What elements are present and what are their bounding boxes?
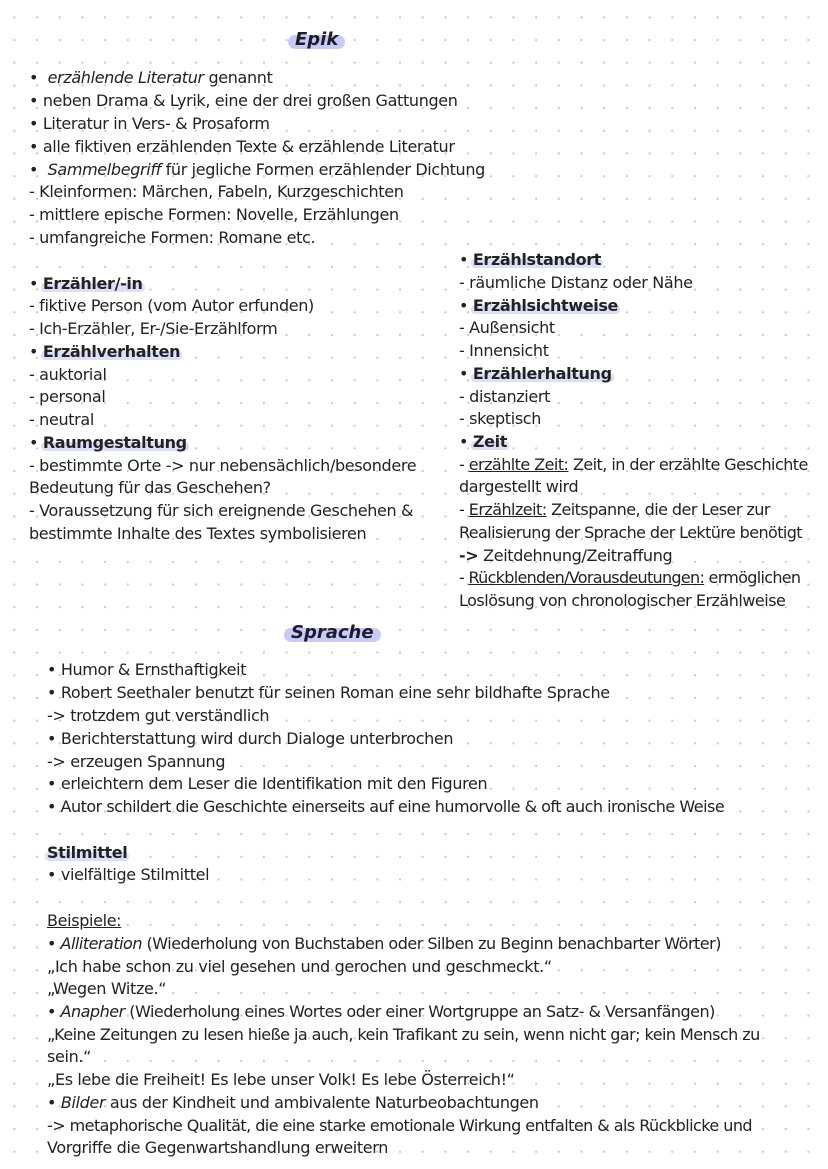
intro-text: genannt — [203, 68, 273, 87]
intro-line: - umfangreiche Formen: Romane etc. — [29, 227, 315, 249]
example-term: Anapher — [60, 1002, 125, 1021]
sprache-line: • Autor schildert die Geschichte einerseits auf eine humorvolle & oft auch ironische Weise — [47, 797, 725, 816]
haltung-heading — [459, 363, 612, 385]
raum-item: bestimmte Inhalte des Textes symbolisieren — [29, 524, 367, 543]
example-text-line: Vorgriffe die Gegenwartshandlung erweitern — [47, 1138, 389, 1157]
zeit-text: Zeitspanne, die der Leser zur — [546, 500, 770, 519]
raum-item: Bedeutung für das Geschehen? — [29, 478, 271, 497]
zeit-label: Zeit — [472, 432, 508, 451]
zeit-item-cont: Realisierung der Sprache der Lektüre benötigt — [459, 523, 802, 542]
erzaehler-item: - Ich-Erzähler, Er-/Sie-Erzählform — [29, 318, 277, 340]
sicht-heading — [459, 295, 618, 317]
haltung-item: - distanziert — [459, 386, 550, 408]
zeit-item — [459, 454, 808, 476]
zeit-text: Zeit, in der erzählte Geschichte — [568, 455, 808, 474]
zeit-term: erzählte Zeit: — [468, 455, 569, 474]
zeit-term: Erzählzeit: — [468, 500, 547, 519]
sprache-line: • Humor & Ernsthaftigkeit — [47, 660, 247, 679]
raum-item: - Voraussetzung für sich ereignende Geschehen & — [29, 501, 414, 520]
standort-heading — [459, 249, 601, 271]
zeit-item-cont: Loslösung von chronologischer Erzählweise — [459, 591, 786, 610]
zeit-item-cont: dargestellt wird — [459, 477, 579, 496]
example-alliteration — [47, 933, 721, 955]
arrow-mark: -> — [459, 546, 479, 565]
erzaehler-label: Erzähler/-in — [42, 274, 143, 293]
raum-item: - bestimmte Orte -> nur nebensächlich/besondere — [29, 456, 417, 475]
verhalten-item: - personal — [29, 386, 105, 408]
example-term: Bilder — [60, 1093, 106, 1112]
erzaehler-item: - fiktive Person (vom Autor erfunden) — [29, 295, 314, 317]
intro-line: - Kleinformen: Märchen, Fabeln, Kurzgeschichten — [29, 181, 404, 203]
zeit-text: ermöglichen — [704, 568, 801, 587]
verhalten-item: - auktorial — [29, 364, 107, 386]
standort-item: - räumliche Distanz oder Nähe — [459, 272, 693, 294]
example-quote: „Es lebe die Freiheit! Es lebe unser Volk! Es lebe Österreich!“ — [47, 1070, 515, 1089]
example-quote: sein.“ — [47, 1047, 92, 1066]
sprache-title: Sprache — [284, 622, 381, 644]
beispiele-heading: Beispiele: — [47, 911, 122, 930]
intro-em: Sammelbegriff — [47, 160, 161, 179]
intro-line: • Literatur in Vers- & Prosaform — [29, 113, 270, 135]
example-anapher — [47, 1001, 715, 1023]
zeit-heading — [459, 431, 507, 453]
intro-line — [29, 67, 273, 89]
zeit-term: Rückblenden/Vorausdeutungen: — [468, 568, 705, 587]
zeit-text: Zeitdehnung/Zeitraffung — [478, 546, 673, 565]
example-text-line: -> metaphorische Qualität, die eine starke emotionale Wirkung entfalten & als Rückblicke und — [47, 1116, 753, 1135]
intro-line — [29, 159, 485, 181]
intro-text: für jegliche Formen erzählender Dichtung — [160, 160, 485, 179]
example-quote: „Keine Zeitungen zu lesen hieße ja auch, kein Trafikant zu sein, wenn nicht gar; kein Mensch zu — [47, 1025, 760, 1044]
standort-label: Erzählstandort — [472, 250, 602, 269]
intro-em: erzählende Literatur — [47, 68, 204, 87]
example-text: (Wiederholung eines Wortes oder einer Wortgruppe an Satz- & Versanfängen) — [124, 1002, 715, 1021]
sprache-line: -> trotzdem gut verständlich — [47, 706, 270, 725]
sprache-line: • Berichterstattung wird durch Dialoge unterbrochen — [47, 729, 454, 748]
stilmittel-label: Stilmittel — [47, 843, 128, 862]
verhalten-heading — [29, 341, 180, 363]
zeit-item — [459, 499, 770, 521]
sicht-label: Erzählsichtweise — [472, 296, 619, 315]
sprache-line: • Robert Seethaler benutzt für seinen Roman eine sehr bildhafte Sprache — [47, 683, 610, 702]
haltung-label: Erzählerhaltung — [472, 364, 612, 383]
raum-heading — [29, 432, 187, 454]
example-quote: „Ich habe schon zu viel gesehen und gerochen und geschmeckt.“ — [47, 957, 552, 976]
epik-title: Epik — [288, 29, 345, 51]
sprache-line: -> erzeugen Spannung — [47, 752, 226, 771]
stilmittel-heading — [47, 842, 127, 864]
example-term: Alliteration — [60, 934, 142, 953]
intro-line: • neben Drama & Lyrik, eine der drei großen Gattungen — [29, 90, 458, 112]
sicht-item: - Außensicht — [459, 317, 555, 339]
haltung-item: - skeptisch — [459, 408, 541, 430]
erzaehler-heading — [29, 273, 143, 295]
example-text: (Wiederholung von Buchstaben oder Silben zu Beginn benachbarter Wörter) — [141, 934, 721, 953]
raum-label: Raumgestaltung — [42, 433, 187, 452]
verhalten-label: Erzählverhalten — [42, 342, 181, 361]
example-bilder — [47, 1092, 539, 1114]
example-text: aus der Kindheit und ambivalente Naturbeobachtungen — [105, 1093, 539, 1112]
zeit-arrow-item — [459, 545, 672, 567]
example-quote: „Wegen Witze.“ — [47, 979, 167, 998]
intro-line: • alle fiktiven erzählenden Texte & erzählende Literatur — [29, 136, 455, 158]
stilmittel-item: • vielfältige Stilmittel — [47, 865, 210, 884]
sicht-item: - Innensicht — [459, 340, 549, 362]
verhalten-item: - neutral — [29, 409, 94, 431]
zeit-item — [459, 567, 800, 589]
intro-line: - mittlere epische Formen: Novelle, Erzählungen — [29, 204, 399, 226]
sprache-line: • erleichtern dem Leser die Identifikation mit den Figuren — [47, 774, 488, 793]
